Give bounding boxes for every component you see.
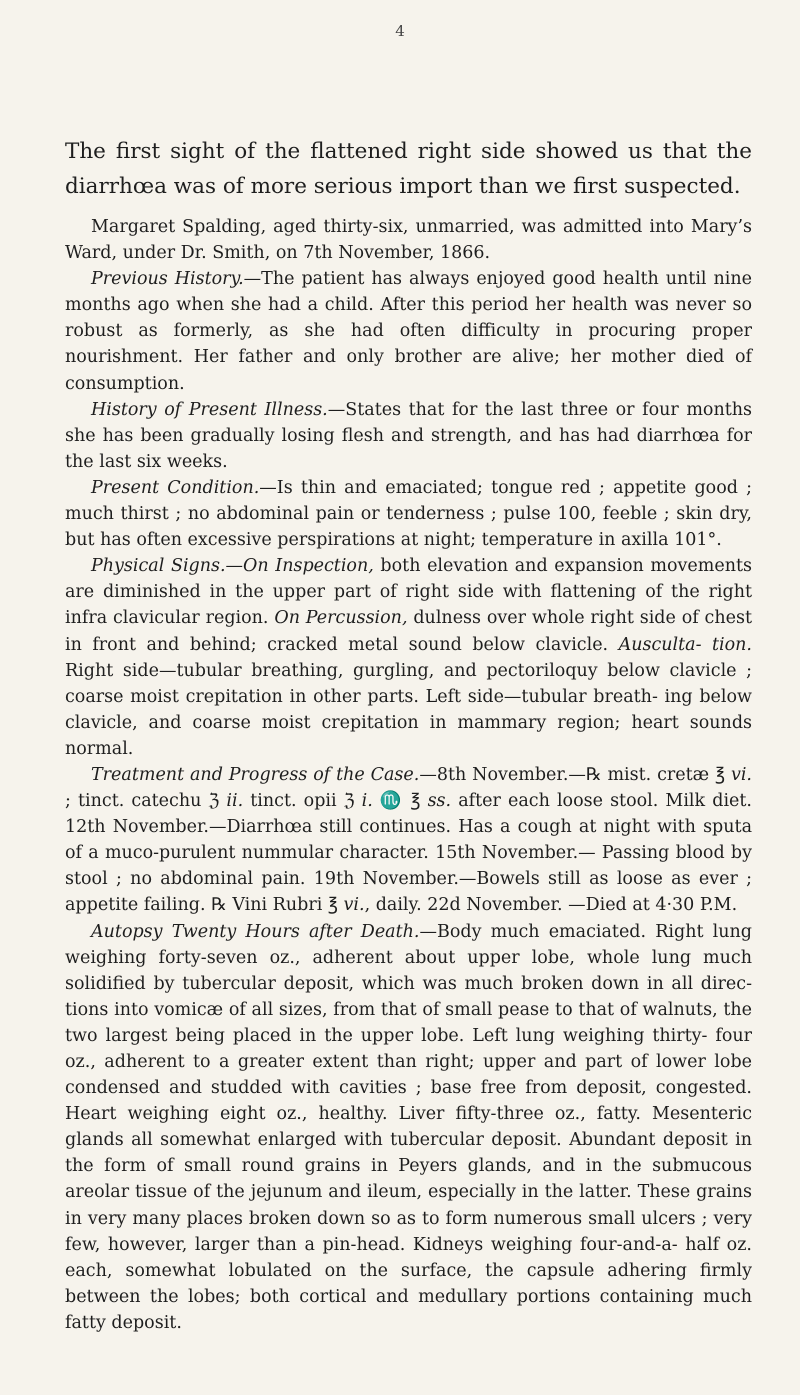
autopsy-paragraph [65, 919, 752, 1337]
rx-quantity: vi. [343, 895, 365, 916]
treatment-paragraph [65, 762, 752, 919]
physical-signs-text-3: Right side—tubular breathing, gurgling, and pectoriloquy below clavicle ; coarse moist crepitation in other parts. Left side—tubular breath- ing below clavicle, and coarse moist crepitation in mammary region; heart sounds normal. [65, 660, 752, 759]
autopsy-text: —Body much emaciated. Right lung weighing forty-seven oz., adherent about upper lobe, whole lung much solidified by tubercular deposit, which was much broken down in all direc- tions into vomicæ of all sizes, from that of small pease to that of walnuts, the two largest being placed in the upper lobe. Left lung weighing thirty- four oz., adherent to a greater extent than right; upper and part of lower lobe condensed and studded with cavities ; base free from deposit, congested. Heart weighing eight oz., healthy. Liver fifty-three oz., fatty. Mesenteric glands all somewhat enlarged with tubercular deposit. Abundant deposit in the form of small round grains in Peyers glands, and in the submucous areolar tissue of the jejunum and ileum, especially in the latter. These grains in very many places broken down so as to form numerous small ulcers ; very few, however, larger than a pin-head. Kidneys weighing four-and-a- half oz. each, somewhat lobulated on the surface, the capsule adhering firmly between the lobes; both cortical and medullary portions containing much fatty deposit. [65, 921, 752, 1333]
physical-signs-text-1: both elevation and expansion movements are diminished in the upper part of right side with flattening of the right infra clavicular region. [65, 556, 752, 629]
treatment-text-4: ♏ ℥ [372, 791, 428, 812]
rx-quantity: vi. [730, 764, 752, 785]
autopsy-heading: Autopsy Twenty Hours after Death. [91, 921, 420, 942]
present-illness-text: —States that for the last three or four months she has been gradually losing flesh and strength, and has had diarrhœa for the last six weeks. [65, 399, 752, 472]
present-condition-text: —Is thin and emaciated; tongue red ; appetite good ; much thirst ; no abdominal pain or tenderness ; pulse 100, feeble ; skin dry, but has often excessive perspirations at night; temperature in axilla 101°. [65, 477, 752, 551]
physical-signs-heading: Physical Signs.—On Inspection, [91, 556, 374, 577]
physical-signs-paragraph [65, 553, 752, 762]
case-admission: Margaret Spalding, aged thirty-six, unmarried, was admitted into Mary’s Ward, under Dr. Smith, on 7th November, 1866. [65, 217, 752, 264]
treatment-heading: Treatment and Progress of the Case. [91, 764, 420, 785]
previous-history-heading: Previous History. [91, 269, 244, 290]
present-illness-heading: History of Present Illness. [91, 399, 328, 420]
treatment-text-5: after each loose stool. Milk diet. 12th November.—Diarrhœa still continues. Has a cough at night with sputa of a muco-purulent nummular character. 15th November.— Passing blood by stool ; no abdominal pain. 19th November.—Bowels still as loose as ever ; appetite failing. ℞ Vini Rubri ℥ [65, 791, 752, 916]
previous-history-paragraph [65, 266, 752, 396]
percussion-heading: On Percussion, [274, 608, 408, 629]
present-illness-paragraph [65, 397, 752, 475]
rx-quantity: i. [361, 791, 373, 812]
treatment-text-1: —8th November.—℞ mist. cretæ ℥ [419, 764, 731, 785]
treatment-text-2: ; tinct. catechu ℨ [65, 791, 227, 812]
treatment-text-6: , daily. 22d November. —Died at 4·30 P.M. [364, 895, 738, 916]
treatment-text-3: tinct. opii ℨ [243, 791, 362, 812]
previous-history-text: —The patient has always enjoyed good health until nine months ago when she had a child. After this period her health was never so robust as formerly, as she had often difficulty in procuring proper nourishment. Her father and only brother are alive; her mother died of consumption. [65, 269, 752, 394]
intro-paragraph: The first sight of the flattened right side showed us that the diarrhœa was of more serious import than we first suspected. [65, 139, 752, 199]
present-condition-heading: Present Condition. [91, 477, 260, 498]
page-number: 4 [395, 22, 405, 40]
physical-signs-text-2: dulness over whole right side of chest in front and behind; cracked metal sound below clavicle. [65, 608, 752, 655]
rx-quantity: ii. [226, 791, 244, 812]
rx-quantity: ss. [427, 791, 452, 812]
auscultation-heading: Ausculta- tion. [618, 634, 752, 655]
present-condition-paragraph [65, 475, 752, 553]
